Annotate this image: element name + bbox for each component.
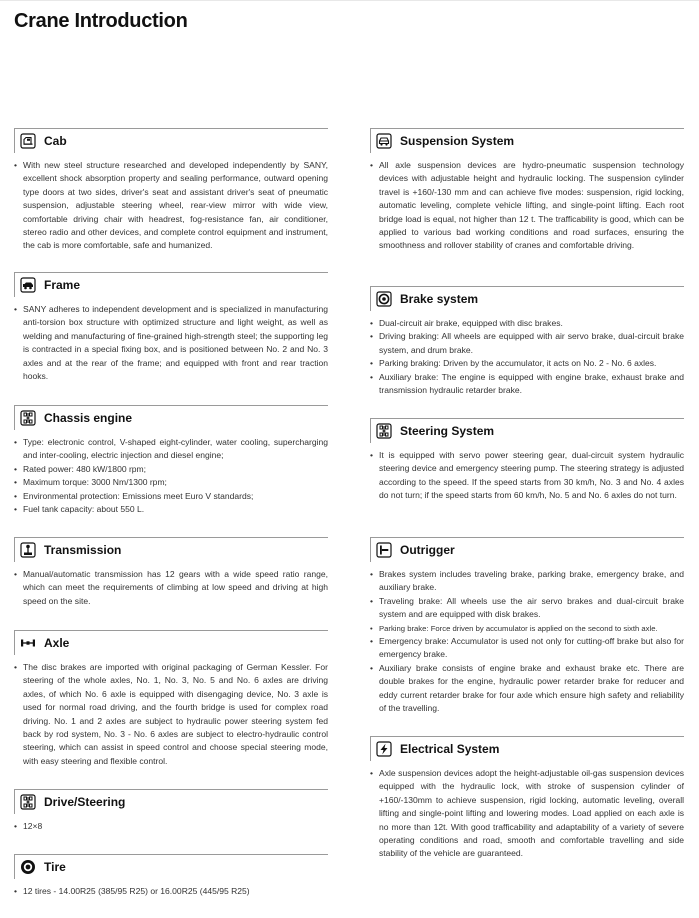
engine-icon (20, 410, 36, 426)
top-rule (0, 0, 699, 1)
section-header (370, 736, 684, 761)
section-cab (14, 128, 328, 253)
section-body (14, 303, 328, 383)
section-axle (14, 630, 328, 768)
section-body (370, 159, 684, 253)
section-suspension (370, 128, 684, 253)
section-body (370, 449, 684, 503)
list-item: • With new steel structure researched and developed independently by SANY, excellent shock absorption property and sealing performance, outward opening type doors at two sides, driver's seat and assistant driver's seat of pneumatic suspension, adjustable steering wheel, rear-view mirror with wide view, comfortable driving chair with headrest, fog-resistance fan, air conditioner, stereo radio and other devices, and complete control equipment and instrument, the cab is more comfortable, safe and humanized. (14, 159, 328, 253)
list-item: • Manual/automatic transmission has 12 gears with a wide speed ratio range, which can meet the requirements of climbing at low speed and driving at high speed on the site. (14, 568, 328, 608)
list-item: • Fuel tank capacity: about 550 L. (14, 503, 328, 516)
section-body (370, 568, 684, 715)
section-body (14, 436, 328, 516)
section-header (370, 418, 684, 443)
tire-icon (20, 859, 36, 875)
page-title: Crane Introduction (14, 10, 188, 32)
section-electrical (370, 736, 684, 861)
list-item: • Brakes system includes traveling brake, parking brake, emergency brake, and auxiliary brake. (370, 568, 684, 595)
section-title: Cab (44, 134, 67, 148)
section-title: Frame (44, 278, 81, 292)
section-header (14, 537, 328, 562)
section-title: Electrical System (400, 742, 500, 756)
frame-icon (20, 277, 36, 293)
cab-icon (20, 133, 36, 149)
section-brake (370, 286, 684, 397)
list-item: • 12 tires - 14.00R25 (385/95 R25) or 16.00R25 (445/95 R25) (14, 885, 328, 898)
brake-icon (376, 291, 392, 307)
list-item: • Axle suspension devices adopt the height-adjustable oil-gas suspension devices equipped with the hydraulic lock, with stroke of suspension cylinder of +160/-130mm to achieve suspension, rigid locking, automatic leveling, overall lifting and single-point lifting and lowering modes. Load applied on each axle is no more than 12t. With good trafficability and adaptability of a variety of severe operating conditions and road, smooth and comfortable travelling and side stability of the vehicle are guaranteed. (370, 767, 684, 861)
gear-shift-icon (20, 542, 36, 558)
lightning-icon (376, 741, 392, 757)
list-item: • Driving braking: All wheels are equipped with air servo brake, dual-circuit brake system, and drum brake. (370, 330, 684, 357)
section-title: Axle (44, 636, 70, 650)
section-transmission (14, 537, 328, 608)
section-body (14, 661, 328, 768)
section-header (14, 630, 328, 655)
list-item: • It is equipped with servo power steering gear, dual-circuit system hydraulic steering device and emergency steering pump. The steering strategy is adjusted according to the speed. If the speed starts from 30 km/h, No. 3 and No. 4 axles do not turn; if the speed starts from 60 km/h, No. 5 and No. 6 axles do not turn. (370, 449, 684, 503)
outrigger-icon (376, 542, 392, 558)
section-chassis-engine (14, 405, 328, 516)
list-item: • Emergency brake: Accumulator is used not only for cutting-off brake but also for emergency brake. (370, 635, 684, 662)
list-item: • All axle suspension devices are hydro-pneumatic suspension technology devices with adjustable height and hydraulic locking. The suspension cylinder travel is +160/-130 mm and can achieve five modes: suspension, rigid locking, automatic leveling, complete vehicle lifting, and single-point lifting. Each root bridge load is equal, not higher than 12 t. The trafficability is good, which can be applied to various bad working conditions and road surfaces, ensuring the smoothness and rollover stability of cranes and comfortable driving. (370, 159, 684, 253)
section-title: Transmission (44, 543, 122, 557)
section-tire (14, 854, 328, 898)
list-item: • The disc brakes are imported with original packaging of German Kessler. For steering of the whole axles, No. 1, No. 3, No. 5 and No. 6 axles are driving axles, of which No. 6 axle is equipped with disengaging device, No. 3 axle is used for normal road driving, and the fourth bridge is used for complex road driving. No. 1 and 2 axles are subject to hydraulic power steering system fed back by rod system, No. 3 - No. 6 axles are subject to electro-hydraulic control steering, which can assist in speed control and choose special steering mode, with easy steering and flexible control. (14, 661, 328, 768)
list-item: • Rated power: 480 kW/1800 rpm; (14, 463, 328, 476)
list-item: • Type: electronic control, V-shaped eight-cylinder, water cooling, supercharging and inter-cooling, electric injection and diesel engine; (14, 436, 328, 463)
section-header (14, 405, 328, 430)
section-body (370, 767, 684, 861)
axle-icon (20, 635, 36, 651)
section-header (14, 128, 328, 153)
list-item: • Parking braking: Driven by the accumulator, it acts on No. 2 - No. 6 axles. (370, 357, 684, 370)
list-item: • Maximum torque: 3000 Nm/1300 rpm; (14, 476, 328, 489)
section-title: Outrigger (400, 543, 455, 557)
list-item: • Parking brake: Force driven by accumulator is applied on the second to sixth axle. (370, 622, 684, 635)
section-title: Steering System (400, 424, 495, 438)
section-body (370, 317, 684, 397)
section-body (14, 568, 328, 608)
section-outrigger (370, 537, 684, 715)
section-title: Drive/Steering (44, 795, 126, 809)
section-body (14, 159, 328, 253)
section-steering (370, 418, 684, 503)
list-item: • SANY adheres to independent development and is specialized in manufacturing anti-torsion box structure with optimized structure and light weight, as well as welding and manufacturing of fine-grained high-strength steel; the supporting leg is contracted in a special fixing box, and is positioned between No. 2 and No. 3 axles and at the rear of the frame; and equipped with front and rear traction hooks. (14, 303, 328, 383)
list-item: • 12×8 (14, 820, 328, 833)
drive-steering-icon (20, 794, 36, 810)
section-header (370, 286, 684, 311)
section-header (370, 128, 684, 153)
section-title: Tire (44, 860, 66, 874)
list-item: • Environmental protection: Emissions meet Euro V standards; (14, 490, 328, 503)
section-drive-steering (14, 789, 328, 833)
section-body (14, 820, 328, 833)
section-header (14, 854, 328, 879)
section-title: Suspension System (400, 134, 515, 148)
steering-icon (376, 423, 392, 439)
list-item: • Auxiliary brake: The engine is equipped with engine brake, exhaust brake and transmission hydraulic retarder brake. (370, 371, 684, 398)
section-title: Brake system (400, 292, 479, 306)
section-header (14, 789, 328, 814)
section-header (370, 537, 684, 562)
list-item: • Traveling brake: All wheels use the air servo brakes and dual-circuit brake system and are equipped with disk brakes. (370, 595, 684, 622)
list-item: • Auxiliary brake consists of engine brake and exhaust brake etc. There are double brakes for the engine, hydraulic power retarder brake for reducer and eddy current retarder brake for four axle which ensure high safety and reliability of the travelling. (370, 662, 684, 716)
list-item: • Dual-circuit air brake, equipped with disc brakes. (370, 317, 684, 330)
section-frame (14, 272, 328, 383)
suspension-icon (376, 133, 392, 149)
section-header (14, 272, 328, 297)
section-body (14, 885, 328, 898)
section-title: Chassis engine (44, 411, 133, 425)
